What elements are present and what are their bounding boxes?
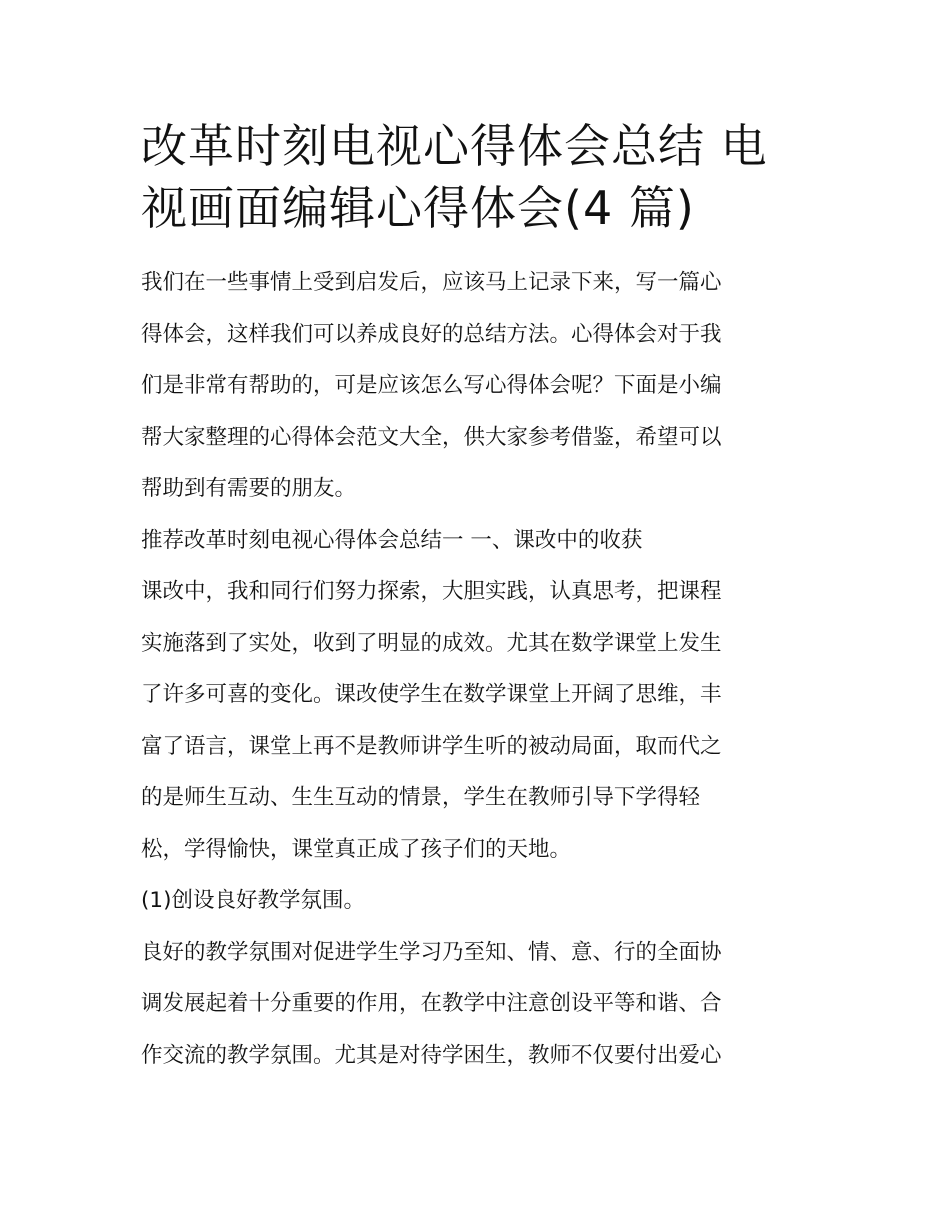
- section-heading: 推荐改革时刻电视心得体会总结一 一、课改中的收获: [141, 527, 643, 553]
- body-line: 了许多可喜的变化。课改使学生在数学课堂上开阔了思维，丰: [141, 682, 722, 707]
- subheading: (1)创设良好教学氛围。: [141, 888, 365, 913]
- body-line: 的是师生互动、生生互动的情景，学生在教师引导下学得轻: [141, 785, 701, 810]
- body-line: 得体会，这样我们可以养成良好的总结方法。心得体会对于我: [141, 321, 722, 347]
- body-line: 课改中，我和同行们努力探索，大胆实践，认真思考，把课程: [141, 579, 722, 604]
- body-line: 实施落到了实处，收到了明显的成效。尤其在数学课堂上发生: [141, 630, 722, 656]
- body-line: 作交流的教学氛围。尤其是对待学困生，教师不仅要付出爱心: [141, 1042, 722, 1068]
- body-line: 我们在一些事情上受到启发后，应该马上记录下来，写一篇心: [141, 270, 722, 295]
- document-page: [141, 115, 821, 1081]
- body-line: 帮助到有需要的朋友。: [141, 476, 357, 501]
- body-line: 良好的教学氛围对促进学生学习乃至知、情、意、行的全面协: [141, 939, 722, 965]
- title-line: 改革时刻电视心得体会总结 电: [141, 119, 768, 173]
- body-line: 们是非常有帮助的，可是应该怎么写心得体会呢？下面是小编: [141, 373, 722, 398]
- body-line: 富了语言，课堂上再不是教师讲学生听的被动局面，取而代之: [141, 733, 722, 759]
- title-line: 视画面编辑心得体会(4 篇): [141, 181, 695, 235]
- body-line: 帮大家整理的心得体会范文大全，供大家参考借鉴，希望可以: [141, 424, 722, 450]
- document-title: [141, 115, 821, 239]
- body-line: 调发展起着十分重要的作用，在教学中注意创设平等和谐、合: [141, 991, 722, 1016]
- body-line: 松，学得愉快，课堂真正成了孩子们的天地。: [141, 836, 572, 862]
- document-body: [141, 257, 821, 1081]
